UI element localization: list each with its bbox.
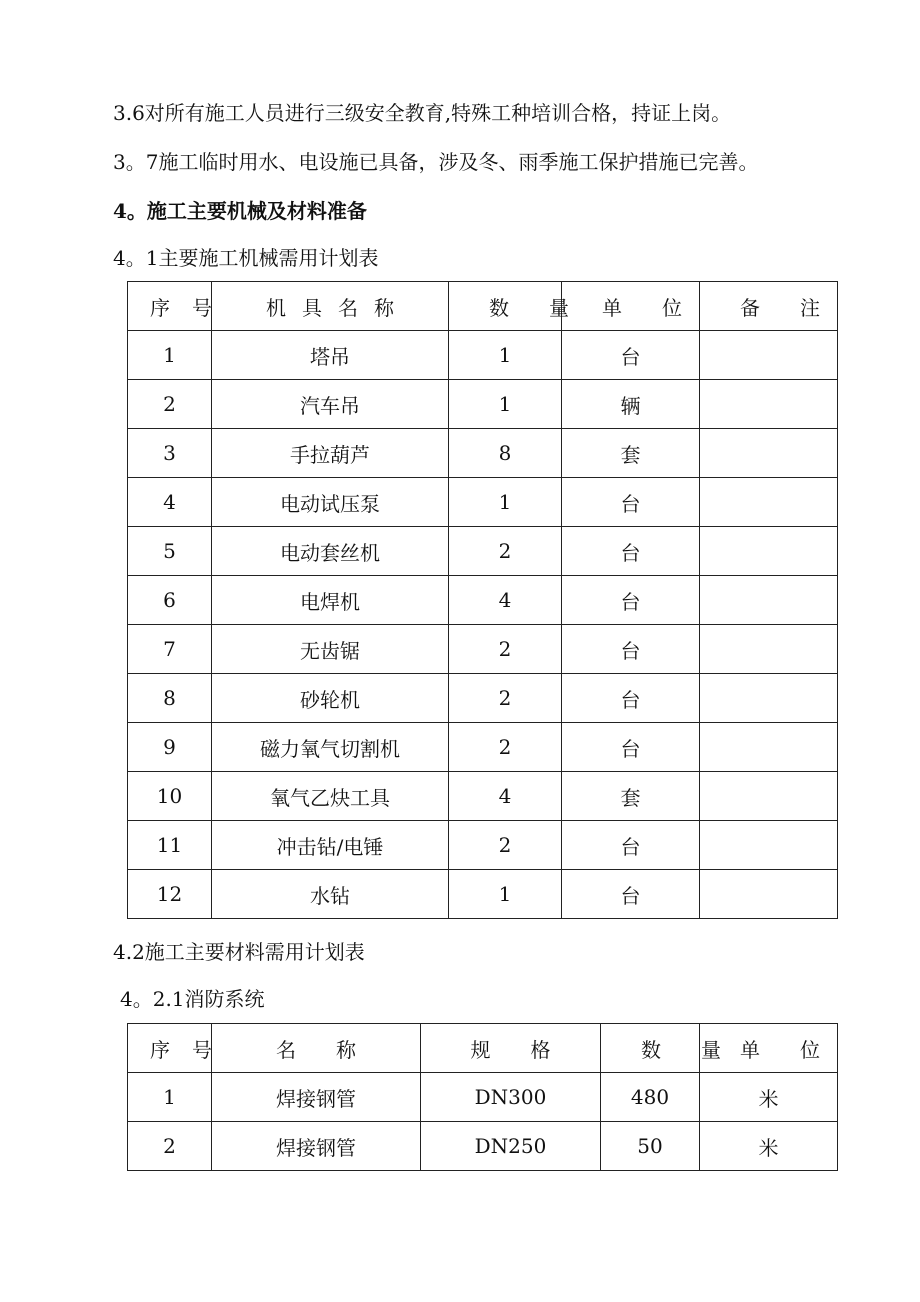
table-cell: 米: [700, 1073, 838, 1122]
table-cell: 2: [449, 625, 562, 674]
materials-table-body: [128, 1073, 838, 1171]
table-cell: 2: [449, 674, 562, 723]
materials-table: [127, 1023, 860, 1171]
table-cell: 台: [562, 478, 700, 527]
table-cell: [700, 527, 838, 576]
table-cell: 8: [128, 674, 212, 723]
table-cell: [700, 576, 838, 625]
header-cell: 备注: [700, 282, 838, 331]
table-row: [128, 772, 838, 821]
table-cell: 焊接钢管: [212, 1073, 421, 1122]
table-cell: 2: [449, 527, 562, 576]
table-row: [128, 625, 838, 674]
table-cell: [700, 821, 838, 870]
table-cell: 1: [128, 331, 212, 380]
table-cell: 台: [562, 527, 700, 576]
table-cell: [700, 331, 838, 380]
table-cell: 塔吊: [212, 331, 449, 380]
header-cell: 序号: [128, 1024, 212, 1073]
table-row: [128, 723, 838, 772]
table-cell: 1: [449, 478, 562, 527]
table-cell: 50: [601, 1122, 700, 1171]
table-cell: 台: [562, 674, 700, 723]
table-cell: 12: [128, 870, 212, 919]
table-cell: 米: [700, 1122, 838, 1171]
table-row: [128, 527, 838, 576]
table-row: [128, 331, 838, 380]
table-cell: DN300: [421, 1073, 601, 1122]
table-cell: 5: [128, 527, 212, 576]
table-cell: 4: [449, 772, 562, 821]
header-cell: 机具名称: [212, 282, 449, 331]
section-heading-4: 4。施工主要机械及材料准备: [113, 199, 367, 223]
table-cell: 6: [128, 576, 212, 625]
table-cell: 套: [562, 772, 700, 821]
table-cell: [700, 772, 838, 821]
table-cell: 汽车吊: [212, 380, 449, 429]
table-cell: 手拉葫芦: [212, 429, 449, 478]
table-row: [128, 870, 838, 919]
table-cell: [700, 674, 838, 723]
table-cell: DN250: [421, 1122, 601, 1171]
table-cell: 水钻: [212, 870, 449, 919]
table-row: [128, 478, 838, 527]
table-cell: 辆: [562, 380, 700, 429]
table-cell: 无齿锯: [212, 625, 449, 674]
table-cell: 电焊机: [212, 576, 449, 625]
table-cell: 磁力氧气切割机: [212, 723, 449, 772]
table-cell: 8: [449, 429, 562, 478]
table-cell: 氧气乙炔工具: [212, 772, 449, 821]
paragraph-3-6: 3.6对所有施工人员进行三级安全教育,特殊工种培训合格，持证上岗。: [113, 101, 732, 125]
table-row: [128, 576, 838, 625]
table-cell: 4: [449, 576, 562, 625]
table-cell: 480: [601, 1073, 700, 1122]
machinery-table: [127, 281, 860, 919]
table-row: [128, 674, 838, 723]
paragraph-3-7: 3。7施工临时用水、电设施已具备，涉及冬、雨季施工保护措施已完善。: [113, 150, 759, 174]
table-cell: 3: [128, 429, 212, 478]
table-cell: [700, 723, 838, 772]
table-header-row: [128, 1024, 838, 1073]
table-cell: 2: [449, 821, 562, 870]
subsection-heading-4-2-1: 4。2.1消防系统: [120, 987, 265, 1011]
table-cell: 4: [128, 478, 212, 527]
table-cell: 砂轮机: [212, 674, 449, 723]
table-cell: 2: [128, 380, 212, 429]
table-cell: [700, 429, 838, 478]
table-cell: 2: [449, 723, 562, 772]
table-cell: 电动套丝机: [212, 527, 449, 576]
table-cell: 10: [128, 772, 212, 821]
table-cell: 台: [562, 723, 700, 772]
table-cell: 1: [449, 380, 562, 429]
table-cell: 9: [128, 723, 212, 772]
table-cell: [700, 625, 838, 674]
table-row: [128, 821, 838, 870]
table-header-row: [128, 282, 838, 331]
table-cell: 台: [562, 821, 700, 870]
header-cell: 数量: [449, 282, 562, 331]
table-row: [128, 1073, 838, 1122]
table-cell: 11: [128, 821, 212, 870]
subsection-heading-4-1: 4。1主要施工机械需用计划表: [113, 246, 379, 270]
table-cell: 7: [128, 625, 212, 674]
table-cell: 套: [562, 429, 700, 478]
header-cell: 序号: [128, 282, 212, 331]
table-cell: 1: [449, 331, 562, 380]
table-cell: 焊接钢管: [212, 1122, 421, 1171]
table-cell: 电动试压泵: [212, 478, 449, 527]
table-cell: [700, 380, 838, 429]
header-cell: 单位: [700, 1024, 838, 1073]
table-cell: 台: [562, 625, 700, 674]
table-cell: [700, 478, 838, 527]
table-cell: 1: [449, 870, 562, 919]
table-row: [128, 429, 838, 478]
table-cell: 台: [562, 870, 700, 919]
table-cell: 冲击钻/电锤: [212, 821, 449, 870]
table-cell: [700, 870, 838, 919]
machinery-table-body: [128, 331, 838, 919]
header-cell: 单位: [562, 282, 700, 331]
table-row: [128, 380, 838, 429]
table-cell: 台: [562, 331, 700, 380]
table-cell: 2: [128, 1122, 212, 1171]
table-cell: 台: [562, 576, 700, 625]
table-cell: 1: [128, 1073, 212, 1122]
header-cell: 名称: [212, 1024, 421, 1073]
header-cell: 规格: [421, 1024, 601, 1073]
table-row: [128, 1122, 838, 1171]
header-cell: 数量: [601, 1024, 700, 1073]
subsection-heading-4-2: 4.2施工主要材料需用计划表: [113, 940, 365, 964]
